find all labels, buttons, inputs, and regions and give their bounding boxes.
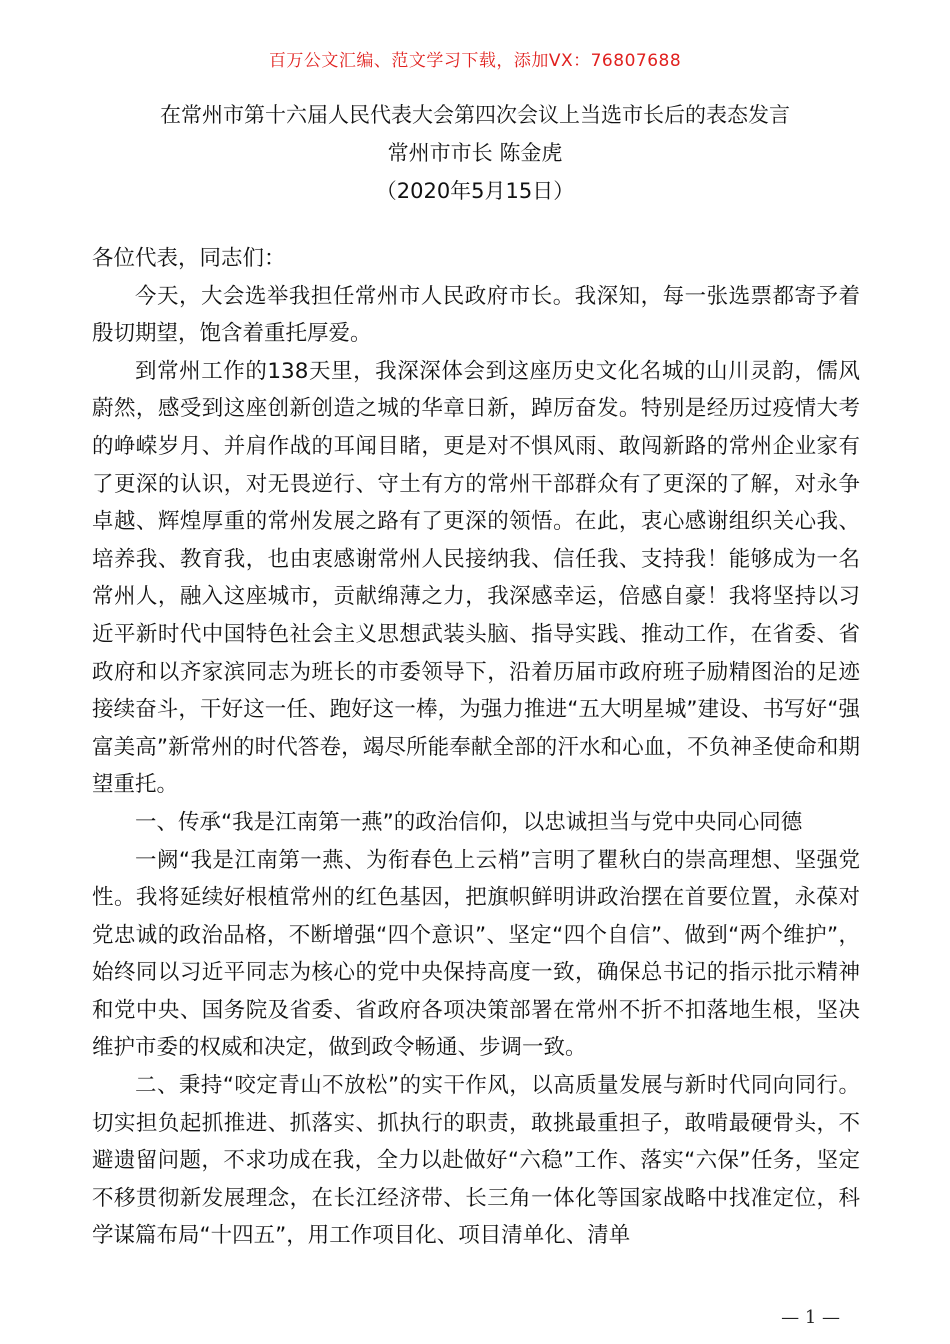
page-number: — 1 — [781, 1307, 840, 1328]
paragraph: 到常州工作的138天里，我深深体会到这座历史文化名城的山川灵韵，儒风蔚然，感受到这座创新创造之城的华章日新，踔厉奋发。特别是经历过疫情大考的峥嵘岁月、并肩作战的耳闻目睹，更是对不惧风雨、敢闯新路的常州企业家有了更深的认识，对无畏逆行、守土有方的常州干部群众有了更深的了解，对永争卓越、辉煌厚重的常州发展之路有了更深的领悟。在此，衷心感谢组织关心我、培养我、教育我，也由衷感谢常州人民接纳我、信任我、支持我！能够成为一名常州人，融入这座城市，贡献绵薄之力，我深感幸运，倍感自豪！我将坚持以习近平新时代中国特色社会主义思想武装头脑、指导实践、推动工作，在省委、省政府和以齐家滨同志为班长的市委领导下，沿着历届市政府班子励精图治的足迹接续奋斗，干好这一任、跑好这一棒，为强力推进“五大明星城”建设、书写好“强富美高”新常州的时代答卷，竭尽所能奉献全部的汗水和心血，不负神圣使命和期望重托。 [92, 358, 860, 798]
watermark-banner: 百万公文汇编、范文学习下载，添加VX：76807688 [268, 51, 682, 71]
salutation: 各位代表，同志们： [92, 246, 286, 271]
paragraph: 今天，大会选举我担任常州市人民政府市长。我深知，每一张选票都寄予着殷切期望，饱含着重托厚爱。 [92, 283, 860, 347]
paragraph: 二、秉持“咬定青山不放松”的实干作风，以高质量发展与新时代同向同行。切实担负起抓推进、抓落实、抓执行的职责，敢挑最重担子，敢啃最硬骨头，不避遗留问题，不求功成在我，全力以赴做好“六稳”工作、落实“六保”任务，坚定不移贯彻新发展理念，在长江经济带、长三角一体化等国家战略中找准定位，科学谋篇布局“十四五”，用工作项目化、项目清单化、清单 [92, 1073, 860, 1249]
document-body [92, 240, 860, 1255]
title-block [0, 96, 950, 210]
paragraph: 一阙“我是江南第一燕、为衔春色上云梢”言明了瞿秋白的崇高理想、坚强党性。我将延续好根植常州的红色基因，把旗帜鲜明讲政治摆在首要位置，永葆对党忠诚的政治品格，不断增强“四个意识”、坚定“四个自信”、做到“两个维护”，始终同以习近平同志为核心的党中央保持高度一致，确保总书记的指示批示精神和党中央、国务院及省委、省政府各项决策部署在常州不折不扣落地生根，坚决维护市委的权威和决定，做到政令畅通、步调一致。 [92, 847, 860, 1061]
author-line: 常州市市长 陈金虎 [387, 141, 563, 165]
section-heading: 一、传承“我是江南第一燕”的政治信仰，以忠诚担当与党中央同心同德 [135, 809, 803, 835]
date-line: （2020年5月15日） [375, 179, 575, 203]
document-title: 在常州市第十六届人民代表大会第四次会议上当选市长后的表态发言 [160, 103, 790, 127]
